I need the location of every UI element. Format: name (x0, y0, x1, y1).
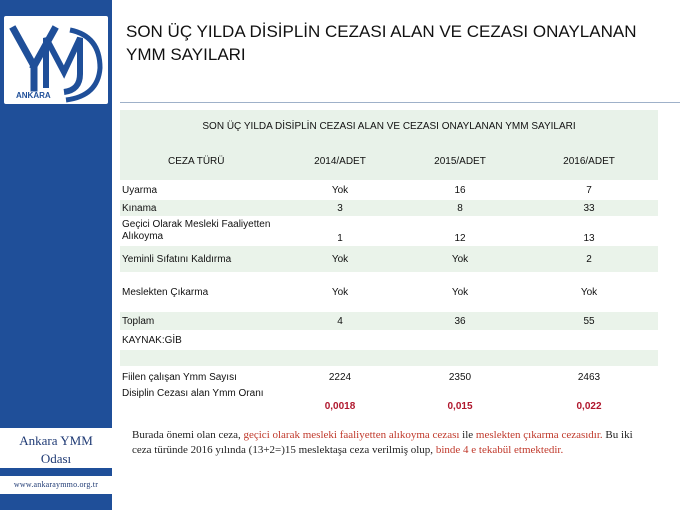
cell-2016: 55 (520, 312, 658, 330)
table-caption-row (120, 110, 658, 142)
org-name: Ankara YMM Odası (0, 428, 112, 468)
note-highlight: meslekten çıkarma cezasıdır. (475, 429, 603, 441)
spacer-row (120, 350, 658, 366)
sidebar (0, 0, 112, 510)
cell-2015: 12 (400, 216, 520, 246)
cell-2016: 13 (520, 216, 658, 246)
row-label: Kınama (120, 200, 280, 216)
row-label: Uyarma (120, 180, 280, 200)
table-header-row (120, 142, 658, 180)
table-caption: SON ÜÇ YILDA DİSİPLİN CEZASI ALAN VE CEZASI ONAYLANAN YMM SAYILARI (120, 110, 658, 142)
note-highlight: geçici olarak mesleki faaliyetten alıkoyma cezası (243, 429, 460, 441)
header-2014: 2014/ADET (280, 142, 400, 180)
cell-2014: 3 (280, 200, 400, 216)
source-label: KAYNAK:GİB (120, 330, 658, 350)
cell-2016: 2463 (520, 366, 658, 388)
cell-2016: 33 (520, 200, 658, 216)
header-2016: 2016/ADET (520, 142, 658, 180)
table-row-total (120, 312, 658, 330)
cell-2016: Yok (520, 272, 658, 312)
row-label: Toplam (120, 312, 280, 330)
table-row (120, 180, 658, 200)
cell-2014: 2224 (280, 366, 400, 388)
cell-2015: 36 (400, 312, 520, 330)
ratio-row (120, 388, 658, 412)
cell-2014: 0,0018 (280, 388, 400, 412)
header-ceza-turu: CEZA TÜRÜ (120, 142, 280, 180)
cell-2016: 2 (520, 246, 658, 272)
cell-2015: Yok (400, 246, 520, 272)
ymm-logo-icon (4, 16, 108, 104)
row-label: Yeminli Sıfatını Kaldırma (120, 246, 280, 272)
cell-2015: 16 (400, 180, 520, 200)
org-url[interactable]: www.ankaraymmo.org.tr (0, 476, 112, 494)
source-row (120, 330, 658, 350)
discipline-table-container (120, 110, 658, 412)
cell-2015: Yok (400, 272, 520, 312)
row-label: Disiplin Cezası alan Ymm Oranı (120, 388, 280, 412)
cell-2015: 2350 (400, 366, 520, 388)
cell-2014: 4 (280, 312, 400, 330)
row-label: Meslekten Çıkarma (120, 272, 280, 312)
table-row (120, 272, 658, 312)
working-ymm-row (120, 366, 658, 388)
title-divider (120, 102, 680, 103)
logo-subtext: ANKARA (16, 91, 51, 100)
note-text: ile (459, 429, 476, 441)
row-label: Geçici Olarak Mesleki Faaliyetten Alıkoyma (120, 216, 280, 246)
note-text: Bu iki ceza türünde 2016 yılında (13+2=)15 meslektaşa ceza verilmiş olup, (132, 429, 633, 456)
cell-2015: 0,015 (400, 388, 520, 412)
table-row (120, 200, 658, 216)
header-2015: 2015/ADET (400, 142, 520, 180)
note-text: Burada önemi olan ceza, (132, 429, 244, 441)
cell-2014: 1 (280, 216, 400, 246)
cell-2014: Yok (280, 272, 400, 312)
explanatory-note (132, 428, 652, 458)
table-row (120, 246, 658, 272)
discipline-table (120, 110, 658, 412)
cell-2014: Yok (280, 246, 400, 272)
cell-2016: 7 (520, 180, 658, 200)
table-row (120, 216, 658, 246)
cell-2014: Yok (280, 180, 400, 200)
slide-title: SON ÜÇ YILDA DİSİPLİN CEZASI ALAN VE CEZASI ONAYLANAN YMM SAYILARI (126, 22, 637, 64)
row-label: Fiilen çalışan Ymm Sayısı (120, 366, 280, 388)
note-highlight: binde 4 e tekabül etmektedir. (435, 444, 564, 456)
cell-2016: 0,022 (520, 388, 658, 412)
cell-2015: 8 (400, 200, 520, 216)
logo (4, 16, 108, 104)
